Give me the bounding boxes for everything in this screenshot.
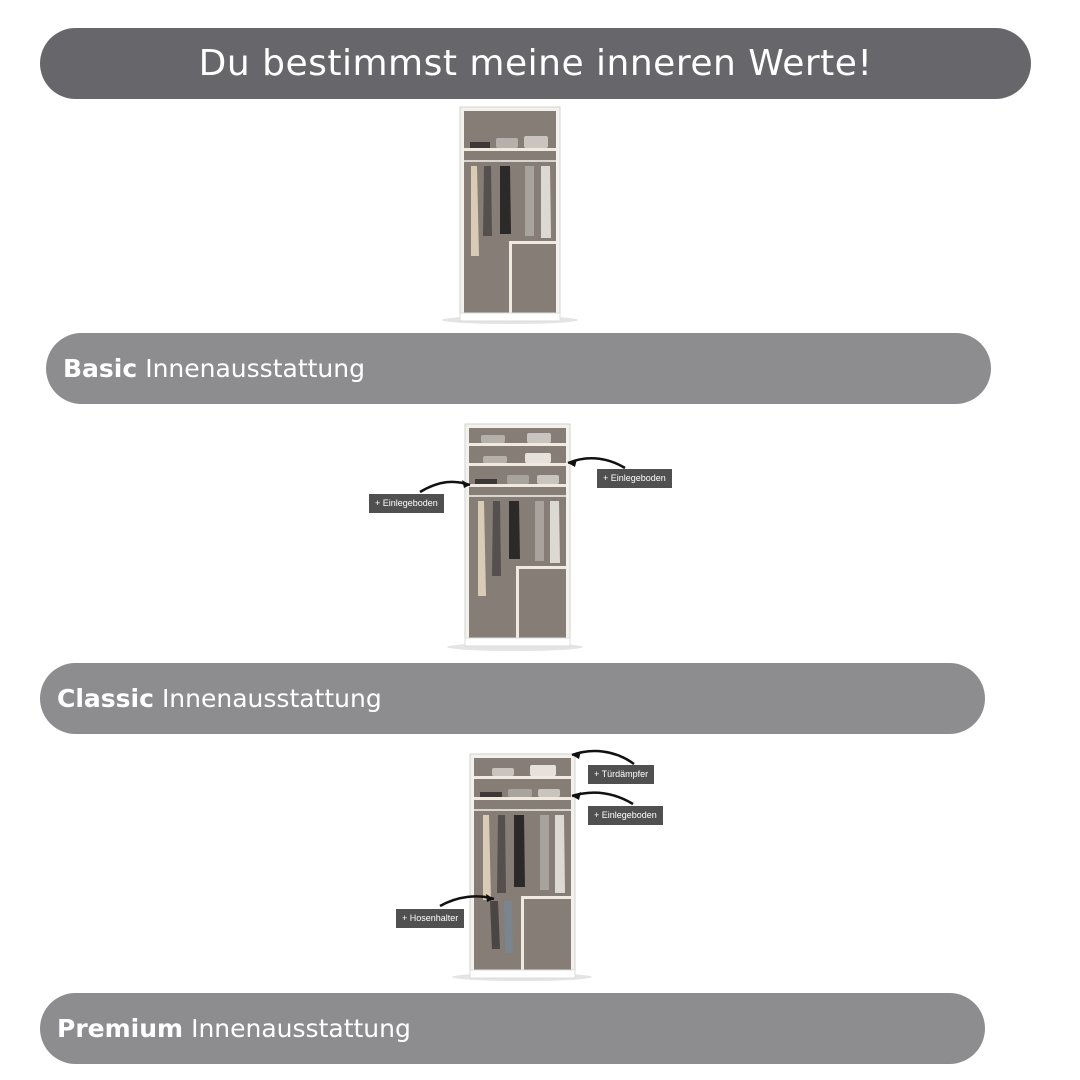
section-premium-bold: Premium: [57, 1014, 184, 1043]
callout-premium-shelf: + Einlegeboden: [588, 806, 663, 825]
callout-classic-shelf-right: + Einlegeboden: [597, 469, 672, 488]
callout-premium-door-damper: + Türdämpfer: [588, 765, 654, 784]
callout-premium-pants-holder: + Hosenhalter: [396, 909, 464, 928]
section-basic-bold: Basic: [63, 354, 138, 383]
section-basic-label: Innenausstattung: [145, 354, 365, 383]
section-classic-bold: Classic: [57, 684, 154, 713]
section-classic-label: Innenausstattung: [161, 684, 382, 713]
page-title: Du bestimmst meine inneren Werte!: [40, 28, 1031, 99]
section-premium-label: Innenausstattung: [191, 1014, 411, 1043]
section-premium: [40, 993, 985, 1064]
callout-classic-shelf-left: + Einlegeboden: [369, 494, 444, 513]
